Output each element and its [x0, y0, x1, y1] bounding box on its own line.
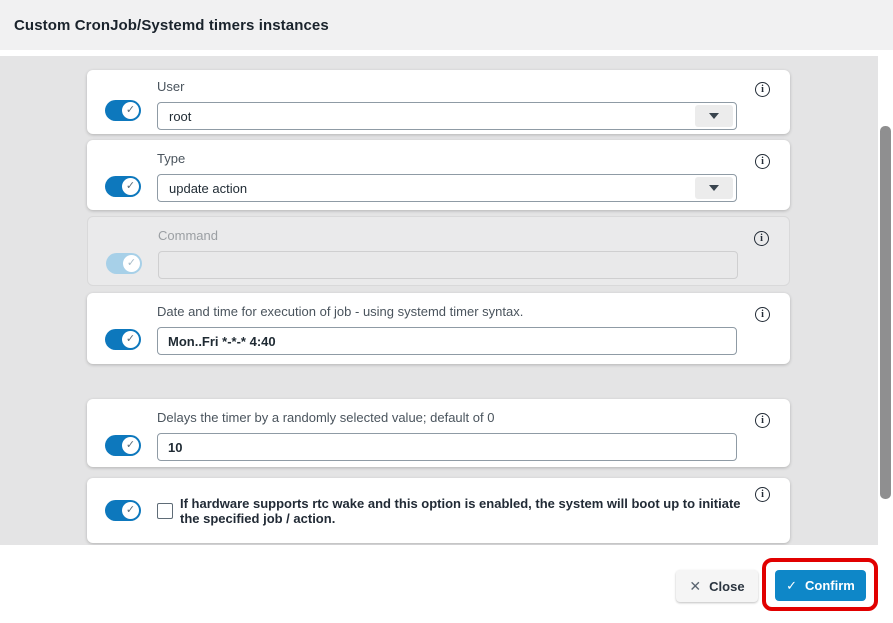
dialog-body — [0, 56, 878, 545]
toggle-knob — [122, 437, 139, 454]
user-label: User — [157, 79, 185, 94]
toggle-knob — [123, 255, 140, 272]
rtcwake-label: If hardware supports rtc wake and this option is enabled, the system will boot up to initiate the specified job / action. — [180, 496, 741, 526]
toggle-check-icon: ✓ — [126, 257, 137, 269]
close-button-label: Close — [709, 578, 745, 594]
delay-input[interactable] — [157, 433, 737, 461]
type-info-icon[interactable]: i — [755, 154, 770, 169]
dialog-footer — [0, 545, 893, 623]
row-delay — [87, 399, 790, 467]
user-info-icon[interactable]: i — [755, 82, 770, 97]
row-command — [87, 216, 790, 286]
row-user — [87, 70, 790, 134]
triangle-glyph — [709, 113, 719, 119]
toggle-check-icon: ✓ — [125, 180, 136, 192]
row-rtcwake — [87, 478, 790, 543]
toggle-knob — [122, 102, 139, 119]
toggle-knob — [122, 178, 139, 195]
type-toggle[interactable] — [105, 176, 141, 197]
triangle-glyph — [709, 185, 719, 191]
delay-info-icon[interactable]: i — [755, 413, 770, 428]
toggle-check-icon: ✓ — [125, 104, 136, 116]
toggle-check-icon: ✓ — [125, 333, 136, 345]
delay-toggle[interactable] — [105, 435, 141, 456]
dropdown-arrow-icon[interactable] — [695, 105, 733, 127]
rtcwake-toggle[interactable] — [105, 500, 141, 521]
row-type — [87, 140, 790, 210]
delay-label: Delays the timer by a randomly selected value; default of 0 — [157, 410, 495, 425]
toggle-knob — [122, 331, 139, 348]
user-toggle[interactable] — [105, 100, 141, 121]
confirm-check-icon: ✓ — [786, 577, 798, 593]
scrollbar-thumb[interactable] — [880, 126, 891, 499]
rtcwake-info-icon[interactable]: i — [755, 487, 770, 502]
command-label: Command — [158, 228, 218, 243]
command-input — [158, 251, 738, 279]
toggle-check-icon: ✓ — [125, 504, 136, 516]
dialog-header — [0, 0, 893, 53]
datetime-input[interactable] — [157, 327, 737, 355]
datetime-label: Date and time for execution of job - using systemd timer syntax. — [157, 304, 524, 319]
toggle-knob — [122, 502, 139, 519]
type-select[interactable] — [157, 174, 737, 202]
confirm-button[interactable] — [775, 570, 866, 601]
scrollbar-track[interactable] — [878, 70, 893, 545]
dropdown-arrow-icon[interactable] — [695, 177, 733, 199]
user-select-value: root — [169, 109, 192, 124]
datetime-toggle[interactable] — [105, 329, 141, 350]
toggle-check-icon: ✓ — [125, 439, 136, 451]
rtcwake-checkbox[interactable] — [157, 503, 173, 519]
command-toggle — [106, 253, 142, 274]
command-info-icon[interactable]: i — [754, 231, 769, 246]
close-button[interactable] — [676, 570, 758, 602]
type-select-value: update action — [169, 181, 248, 196]
datetime-info-icon[interactable]: i — [755, 307, 770, 322]
user-select[interactable] — [157, 102, 737, 130]
confirm-button-label: Confirm — [805, 578, 855, 593]
row-datetime — [87, 293, 790, 364]
close-x-icon: ✕ — [689, 577, 702, 594]
dialog-title: Custom CronJob/Systemd timers instances — [14, 16, 329, 34]
type-label: Type — [157, 151, 186, 166]
